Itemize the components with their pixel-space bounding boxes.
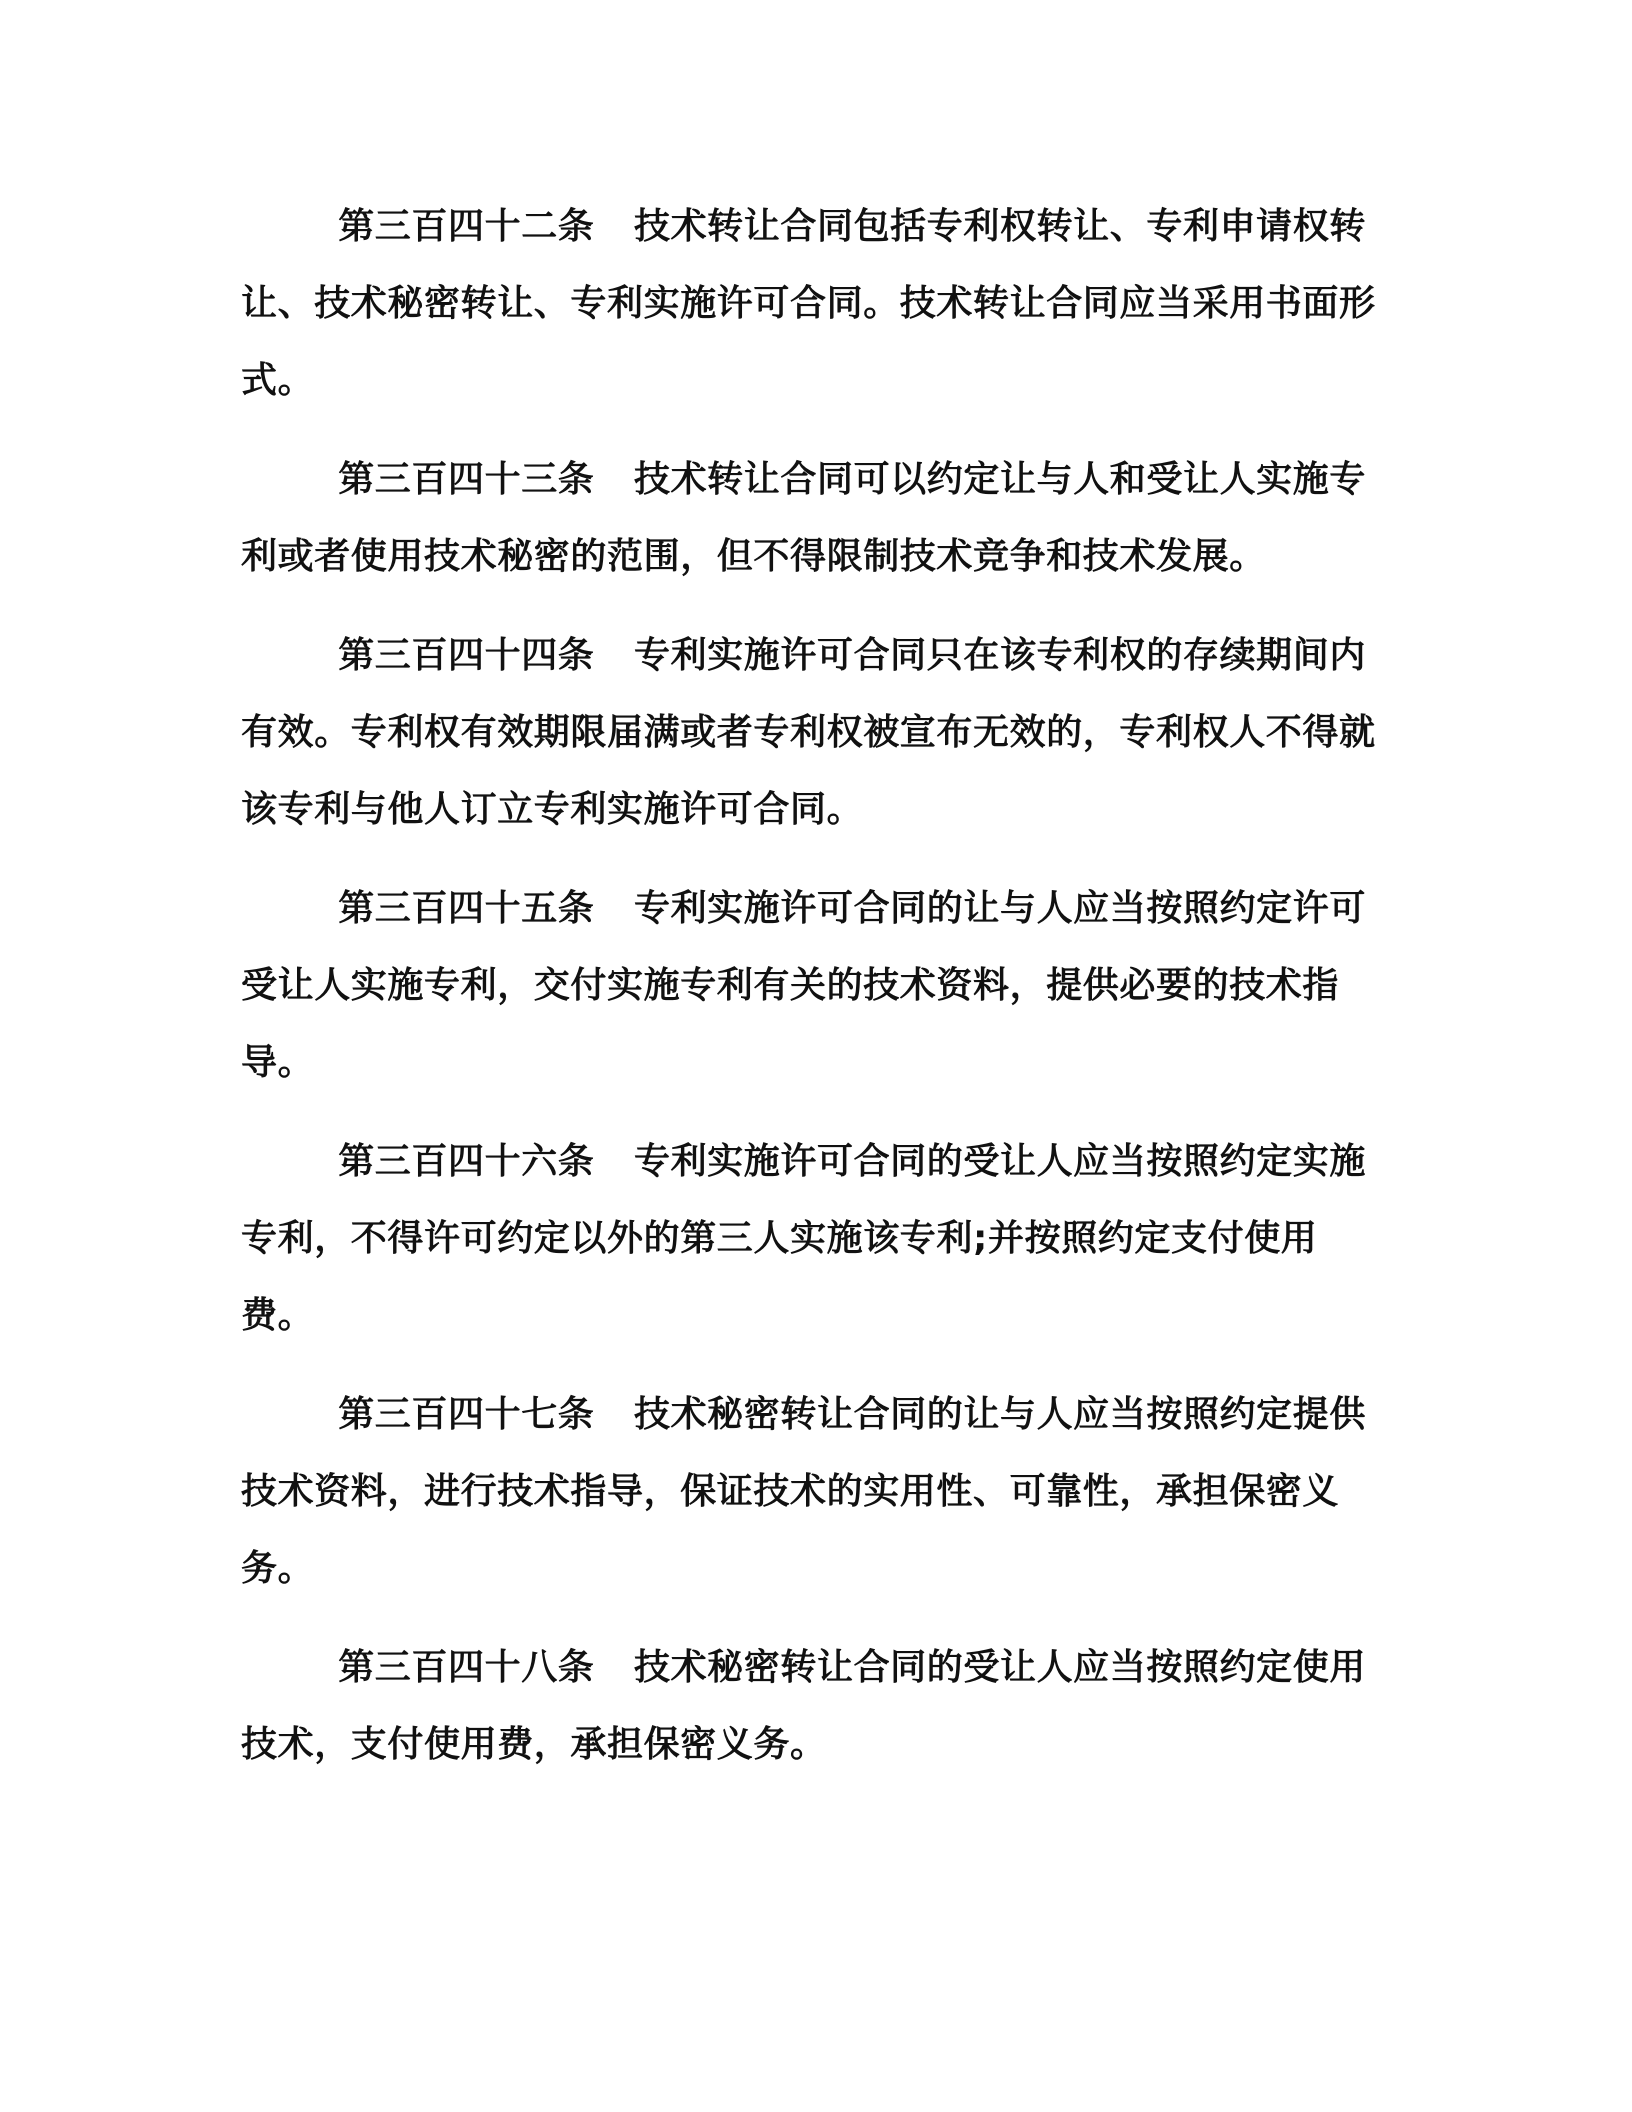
article-text: 专利实施许可合同的受让人应当按照约定实施专利，不得许可约定以外的第三人实施该专利;并按照约定支付使用费。 bbox=[241, 1141, 1366, 1336]
article-number: 第三百四十二条 bbox=[338, 206, 595, 247]
article-text: 专利实施许可合同只在该专利权的存续期间内有效。专利权有效期限届满或者专利权被宣布无效的，专利权人不得就该专利与他人订立专利实施许可合同。 bbox=[241, 635, 1376, 830]
article-number: 第三百四十五条 bbox=[338, 888, 595, 929]
article-number: 第三百四十六条 bbox=[338, 1141, 595, 1182]
article-text: 技术转让合同包括专利权转让、专利申请权转让、技术秘密转让、专利实施许可合同。技术转让合同应当采用书面形式。 bbox=[241, 206, 1376, 401]
article-number: 第三百四十四条 bbox=[338, 635, 595, 676]
article-text: 技术秘密转让合同的让与人应当按照约定提供技术资料，进行技术指导，保证技术的实用性、可靠性，承担保密义务。 bbox=[241, 1394, 1366, 1589]
article-text: 技术秘密转让合同的受让人应当按照约定使用技术，支付使用费，承担保密义务。 bbox=[241, 1647, 1366, 1765]
article-list bbox=[241, 188, 1381, 1783]
article-346 bbox=[241, 1123, 1381, 1354]
article-text: 专利实施许可合同的让与人应当按照约定许可受让人实施专利，交付实施专利有关的技术资料，提供必要的技术指导。 bbox=[241, 888, 1366, 1083]
article-number: 第三百四十七条 bbox=[338, 1394, 595, 1435]
article-number: 第三百四十八条 bbox=[338, 1647, 595, 1688]
article-347 bbox=[241, 1376, 1381, 1607]
article-number: 第三百四十三条 bbox=[338, 459, 595, 500]
article-342 bbox=[241, 188, 1381, 419]
article-344 bbox=[241, 617, 1381, 848]
article-348 bbox=[241, 1629, 1381, 1783]
article-345 bbox=[241, 870, 1381, 1101]
article-343 bbox=[241, 441, 1381, 595]
article-text: 技术转让合同可以约定让与人和受让人实施专利或者使用技术秘密的范围，但不得限制技术竞争和技术发展。 bbox=[241, 459, 1366, 577]
